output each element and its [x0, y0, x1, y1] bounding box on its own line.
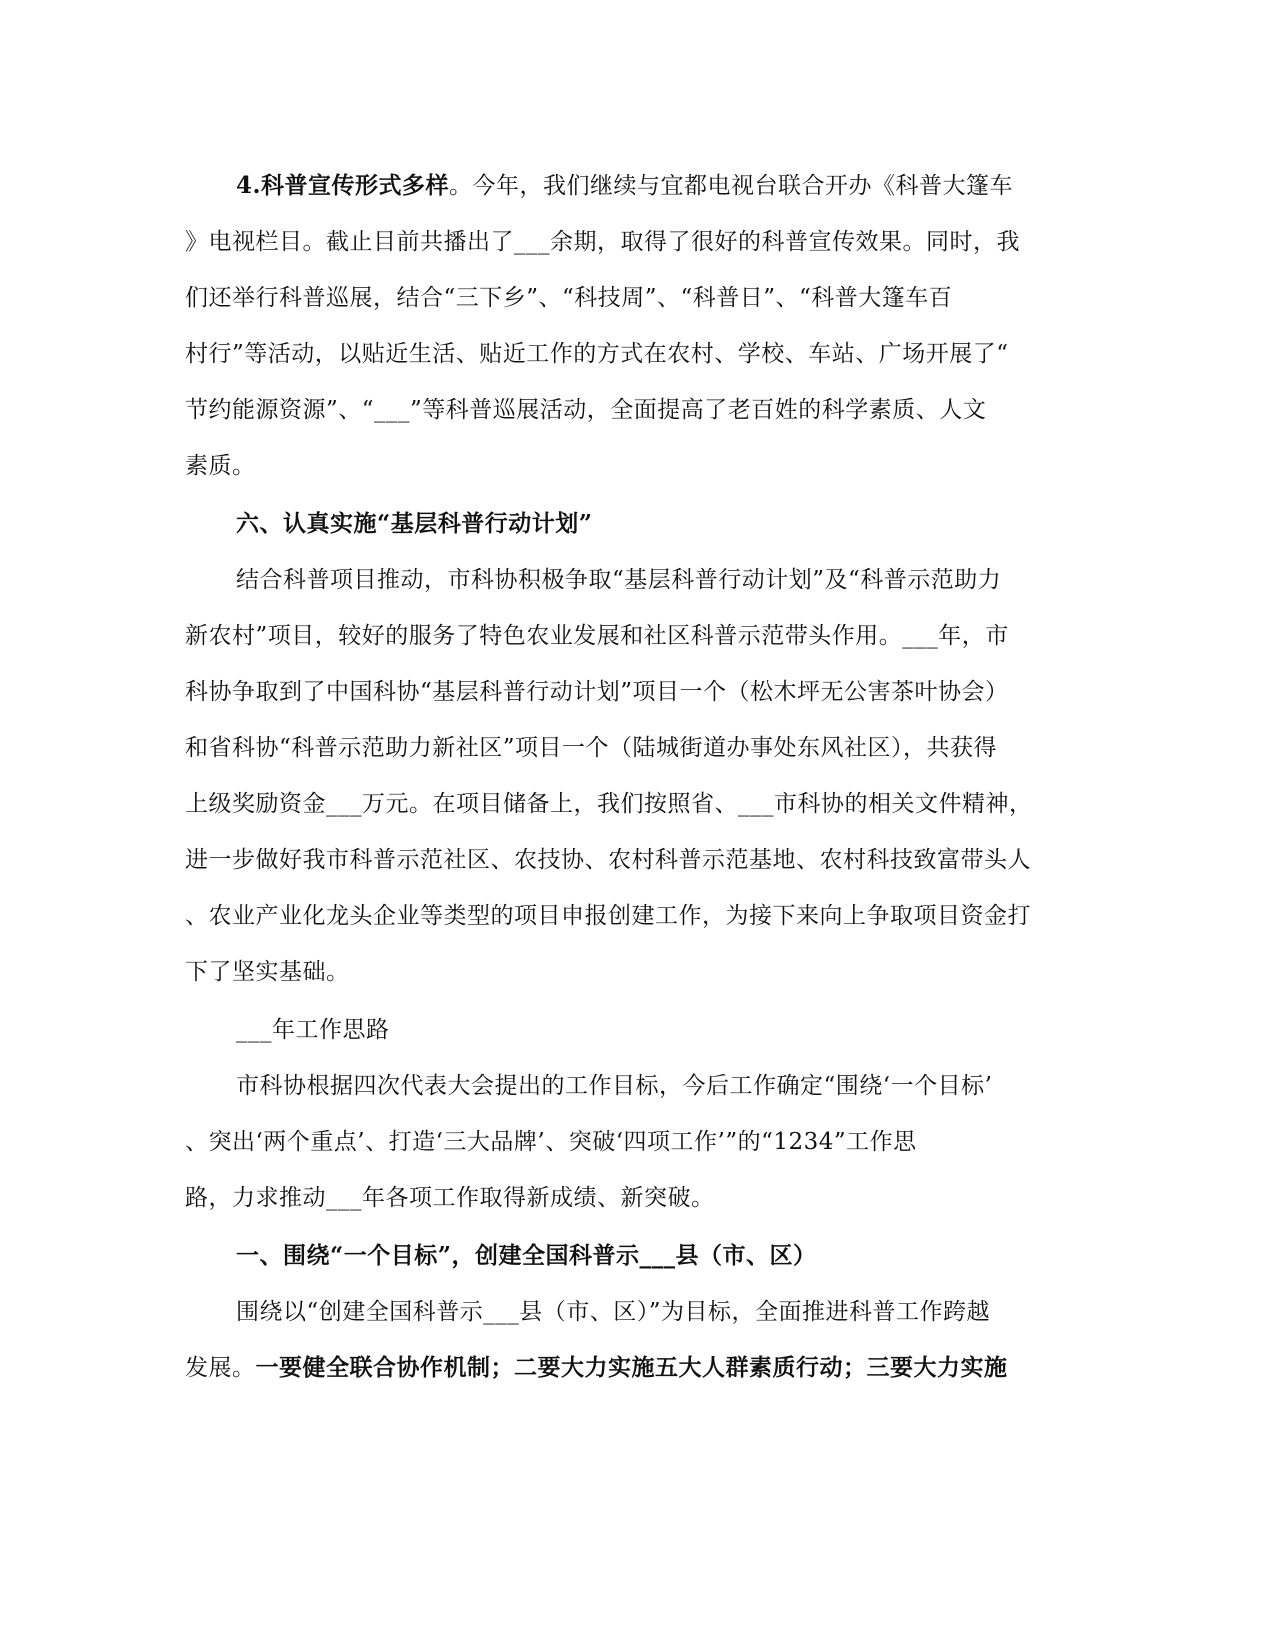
section-1-heading: 一、围绕“一个目标”，创建全国科普示___县（市、区）: [236, 1242, 817, 1269]
paragraph-4-line-3: 们还举行科普巡展，结合“三下乡”、“科技周”、“科普日”、“科普大篷车百: [185, 285, 953, 311]
section-6-line-8: 下了坚实基础。: [185, 959, 350, 985]
section-6-line-5: 上级奖励资金___万元。在项目储备上，我们按照省、___市科协的相关文件精神，: [185, 791, 1033, 817]
paragraph-4-line-4: 村行”等活动，以贴近生活、贴近工作的方式在农村、学校、车站、广场开展了“: [185, 341, 1009, 367]
paragraph-4-lead: 4.科普宣传形式多样: [236, 172, 450, 199]
section-1-line-2: [185, 1352, 1008, 1384]
work-ideas-line-1: 市科协根据四次代表大会提出的工作目标，今后工作确定“围绕‘一个目标’: [236, 1073, 993, 1099]
paragraph-4-line-2: 》电视栏目。截止目前共播出了___余期，取得了很好的科普宣传效果。同时，我: [185, 229, 1020, 255]
section-1-line-2-bold: 一要健全联合协作机制；二要大力实施五大人群素质行动；三要大力实施: [255, 1354, 1008, 1381]
paragraph-4-line-5: 节约能源资源”、“___”等科普巡展活动，全面提高了老百姓的科学素质、人文: [185, 397, 987, 423]
paragraph-4-line-6: 素质。: [185, 453, 256, 479]
paragraph-4-line-1: [236, 170, 1013, 202]
section-1-line-2-plain: 发展。: [185, 1355, 256, 1381]
work-ideas-line-3: 路，力求推动___年各项工作取得新成绩、新突破。: [185, 1185, 715, 1211]
work-ideas-heading: ___年工作思路: [236, 1017, 390, 1043]
section-6-line-6: 进一步做好我市科普示范社区、农技协、农村科普示范基地、农村科技致富带头人: [185, 847, 1031, 873]
section-6-line-4: 和省科协“科普示范助力新社区”项目一个（陆城街道办事处东风社区），共获得: [185, 735, 998, 761]
section-1-line-1: 围绕以“创建全国科普示___县（市、区）”为目标，全面推进科普工作跨越: [236, 1299, 991, 1325]
work-ideas-line-2: 、突出‘两个重点’、打造‘三大品牌’、突破‘四项工作’”的“1234”工作思: [185, 1129, 917, 1155]
section-6-line-1: 结合科普项目推动，市科协积极争取“基层科普行动计划”及“科普示范助力: [236, 567, 1002, 593]
section-6-line-7: 、农业产业化龙头企业等类型的项目申报创建工作，为接下来向上争取项目资金打: [185, 903, 1031, 929]
paragraph-4-line-1-text: 。今年，我们继续与宜都电视台联合开办《科普大篷车: [449, 173, 1014, 199]
section-6-line-3: 科协争取到了中国科协“基层科普行动计划”项目一个（松木坪无公害茶叶协会）: [185, 679, 1009, 705]
section-6-heading: 六、认真实施“基层科普行动计划”: [236, 510, 593, 537]
section-6-line-2: 新农村”项目，较好的服务了特色农业发展和社区科普示范带头作用。___年，市: [185, 623, 1009, 649]
